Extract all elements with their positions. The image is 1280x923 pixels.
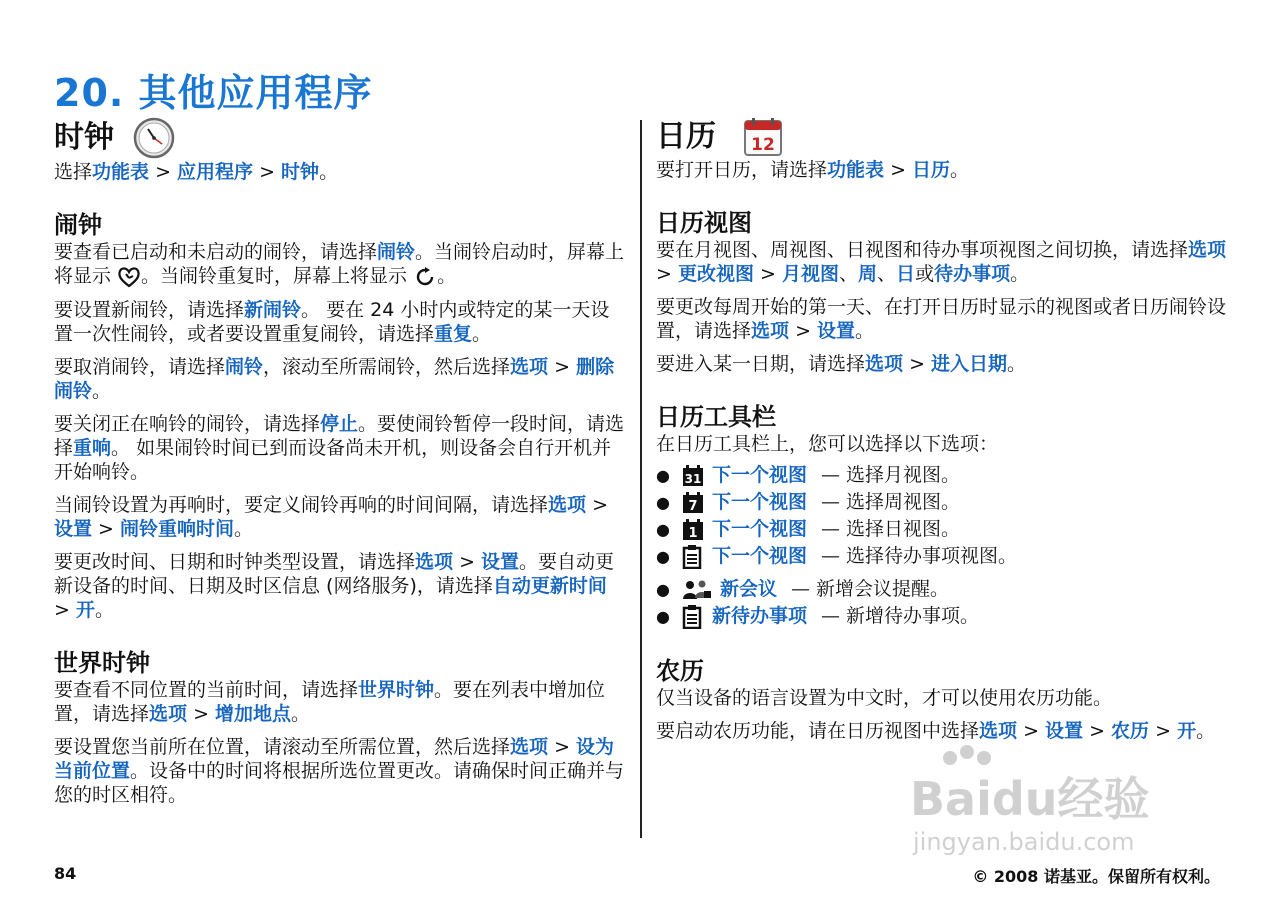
snooze-time-link[interactable]: 闹铃重响时间	[120, 517, 235, 540]
calendar-icon-number: 12	[751, 135, 775, 155]
svg-text:1: 1	[688, 525, 698, 541]
bullet: ●	[656, 520, 670, 539]
month-view-link[interactable]: 月视图	[781, 263, 839, 285]
alarm-repeat-icon	[413, 265, 437, 289]
new-todo-link[interactable]: 新待办事项	[712, 605, 808, 627]
auto-time-update-link[interactable]: 自动更新时间	[492, 574, 607, 597]
toolbar-list	[656, 462, 1228, 630]
bullet: ●	[656, 466, 670, 485]
on-link[interactable]: 开	[75, 598, 95, 621]
clock-heading	[54, 116, 626, 160]
go-to-date-link[interactable]: 进入日期	[931, 353, 1008, 375]
calendar-toolbar-heading: 日历工具栏	[656, 403, 776, 431]
next-view-link[interactable]: 下一个视图	[712, 545, 808, 567]
options-link[interactable]: 选项	[415, 550, 454, 573]
alarm-heading: 闹钟	[54, 211, 102, 239]
alarm-paragraph-3: 要取消闹铃，请选择闹铃，滚动至所需闹铃，然后选择选项 > 删除闹铃。	[54, 355, 615, 402]
right-column	[656, 116, 1228, 743]
week-link[interactable]: 周	[858, 263, 878, 285]
options-link[interactable]: 选项	[548, 493, 587, 516]
watermark-url: jingyan.baidu.com	[913, 828, 1135, 856]
set-current-location-link[interactable]: 设为当前位置	[54, 735, 615, 782]
left-column	[54, 116, 626, 807]
settings-link[interactable]: 设置	[481, 550, 520, 573]
lunar-paragraph-2: 要启动农历功能，请在日历视图中选择选项 > 设置 > 农历 > 开。	[656, 720, 1216, 742]
calendar-views-paragraph-3: 要进入某一日期，请选择选项 > 进入日期。	[656, 353, 1027, 375]
bullet: ●	[656, 607, 670, 626]
options-link[interactable]: 选项	[751, 320, 790, 342]
alarm-paragraph-5: 当闹铃设置为再响时，要定义闹铃再响的时间间隔，请选择选项 > 设置 > 闹铃重响时间。	[54, 493, 608, 540]
day-link[interactable]: 日	[896, 263, 916, 285]
alarm-paragraph-2: 要设置新闹铃，请选择新闹铃。 要在 24 小时内或特定的某一天设置一次性闹铃，或者要设置重复闹铃，请选择重复。	[54, 298, 610, 345]
settings-link[interactable]: 设置	[54, 517, 93, 540]
stop-link[interactable]: 停止	[320, 412, 359, 435]
clock-title: 时钟	[54, 120, 114, 155]
page-number: 84	[54, 864, 77, 883]
clock-path: 选择功能表 > 应用程序 > 时钟。	[54, 161, 339, 183]
world-clock-paragraph-2: 要设置您当前所在位置，请滚动至所需位置，然后选择选项 > 设为当前位置。设备中的时间将根据所选位置更改。请确保时间正确并与您的时区相符。	[54, 735, 625, 806]
todo-link[interactable]: 待办事项	[934, 263, 1011, 285]
options-link[interactable]: 选项	[865, 353, 904, 375]
options-link[interactable]: 选项	[149, 702, 188, 725]
todo-view-icon	[682, 545, 702, 569]
calendar-views-paragraph-2: 要更改每周开始的第一天、在打开日历时显示的视图或者日历闹铃设置，请选择选项 > 设置。	[656, 296, 1227, 342]
calendar-link[interactable]: 日历	[912, 159, 951, 181]
on-link[interactable]: 开	[1177, 720, 1197, 742]
alarms-link[interactable]: 闹铃	[377, 241, 416, 263]
menu-link[interactable]: 功能表	[827, 159, 885, 181]
day-view-icon	[682, 519, 704, 541]
svg-text:7: 7	[688, 498, 698, 514]
clock-icon	[132, 116, 176, 160]
calendar-heading	[656, 116, 1228, 158]
clock-link[interactable]: 时钟	[281, 161, 320, 183]
week-view-icon	[682, 492, 704, 514]
lunar-paragraph-1: 仅当设备的语言设置为中文时，才可以使用农历功能。	[656, 687, 1113, 709]
bullet: ●	[656, 493, 670, 512]
watermark-brand: Baidu经验	[910, 772, 1150, 826]
world-clock-link[interactable]: 世界时钟	[358, 678, 435, 701]
next-view-link[interactable]: 下一个视图	[712, 491, 808, 513]
options-link[interactable]: 选项	[510, 735, 549, 758]
list-item: ● 下一个视图 — 选择待办事项视图。	[656, 543, 1228, 570]
next-view-link[interactable]: 下一个视图	[712, 464, 808, 486]
remove-alarm-link[interactable]: 删除闹铃	[54, 355, 615, 402]
alarm-paragraph-6: 要更改时间、日期和时钟类型设置，请选择选项 > 设置。要自动更新设备的时间、日期及时区信息 (网络服务)，请选择自动更新时间 > 开。	[54, 550, 615, 621]
bullet: ●	[656, 547, 670, 566]
new-meeting-link[interactable]: 新会议	[720, 578, 778, 600]
lunar-heading: 农历	[656, 657, 704, 685]
calendar-icon	[742, 116, 784, 158]
baidu-watermark	[905, 740, 1205, 860]
menu-link[interactable]: 功能表	[92, 161, 150, 183]
settings-link[interactable]: 设置	[1045, 720, 1084, 742]
calendar-title: 日历	[656, 119, 716, 154]
new-alarm-link[interactable]: 新闹铃	[244, 298, 302, 321]
calendar-toolbar-intro: 在日历工具栏上，您可以选择以下选项：	[656, 433, 999, 455]
chapter-title: 20. 其他应用程序	[54, 71, 373, 115]
list-item: ● 1 下一个视图 — 选择日视图。	[656, 516, 1228, 543]
settings-link[interactable]: 设置	[817, 320, 856, 342]
next-view-link[interactable]: 下一个视图	[712, 518, 808, 540]
copyright: © 2008 诺基亚。保留所有权利。	[972, 867, 1220, 886]
world-clock-heading: 世界时钟	[54, 648, 150, 677]
calendar-paragraph-1: 要打开日历，请选择功能表 > 日历。	[656, 159, 970, 181]
change-view-link[interactable]: 更改视图	[677, 263, 754, 285]
options-link[interactable]: 选项	[979, 720, 1018, 742]
calendar-views-heading: 日历视图	[656, 209, 752, 237]
applications-link[interactable]: 应用程序	[177, 161, 254, 183]
alarm-active-icon	[117, 266, 141, 288]
svg-text:31: 31	[684, 471, 702, 486]
options-link[interactable]: 选项	[1188, 239, 1227, 261]
alarms-link[interactable]: 闹铃	[225, 355, 264, 378]
alarm-paragraph-1: 要查看已启动和未启动的闹铃，请选择闹铃。当闹铃启动时，屏幕上将显示 。当闹铃重复时，屏幕上将显示 。	[54, 241, 625, 287]
list-item: ● 31 下一个视图 — 选择月视图。	[656, 462, 1228, 489]
list-item: ● 新待办事项 — 新增待办事项。	[656, 603, 1228, 630]
list-item: ● 7 下一个视图 — 选择周视图。	[656, 489, 1228, 516]
snooze-link[interactable]: 重响	[73, 436, 112, 459]
meeting-icon	[682, 579, 712, 601]
bullet: ●	[656, 580, 670, 599]
list-item: ● 新会议 — 新增会议提醒。	[656, 576, 1228, 603]
lunar-link[interactable]: 农历	[1111, 720, 1150, 742]
repeat-link[interactable]: 重复	[434, 322, 473, 345]
alarm-paragraph-4: 要关闭正在响铃的闹铃，请选择停止。要使闹铃暂停一段时间，请选择重响。 如果闹铃时间已到而设备尚未开机，则设备会自行开机并开始响铃。	[54, 412, 625, 483]
options-link[interactable]: 选项	[510, 355, 549, 378]
month-view-icon	[682, 465, 704, 487]
column-divider	[640, 120, 642, 838]
world-clock-paragraph-1: 要查看不同位置的当前时间，请选择世界时钟。要在列表中增加位置，请选择选项 > 增加地点。	[54, 678, 606, 725]
calendar-views-paragraph-1: 要在月视图、周视图、日视图和待办事项视图之间切换，请选择选项 > 更改视图 > 月视图、周、日或待办事项。	[656, 239, 1227, 285]
new-todo-icon	[682, 605, 702, 629]
add-location-link[interactable]: 增加地点	[215, 702, 292, 725]
